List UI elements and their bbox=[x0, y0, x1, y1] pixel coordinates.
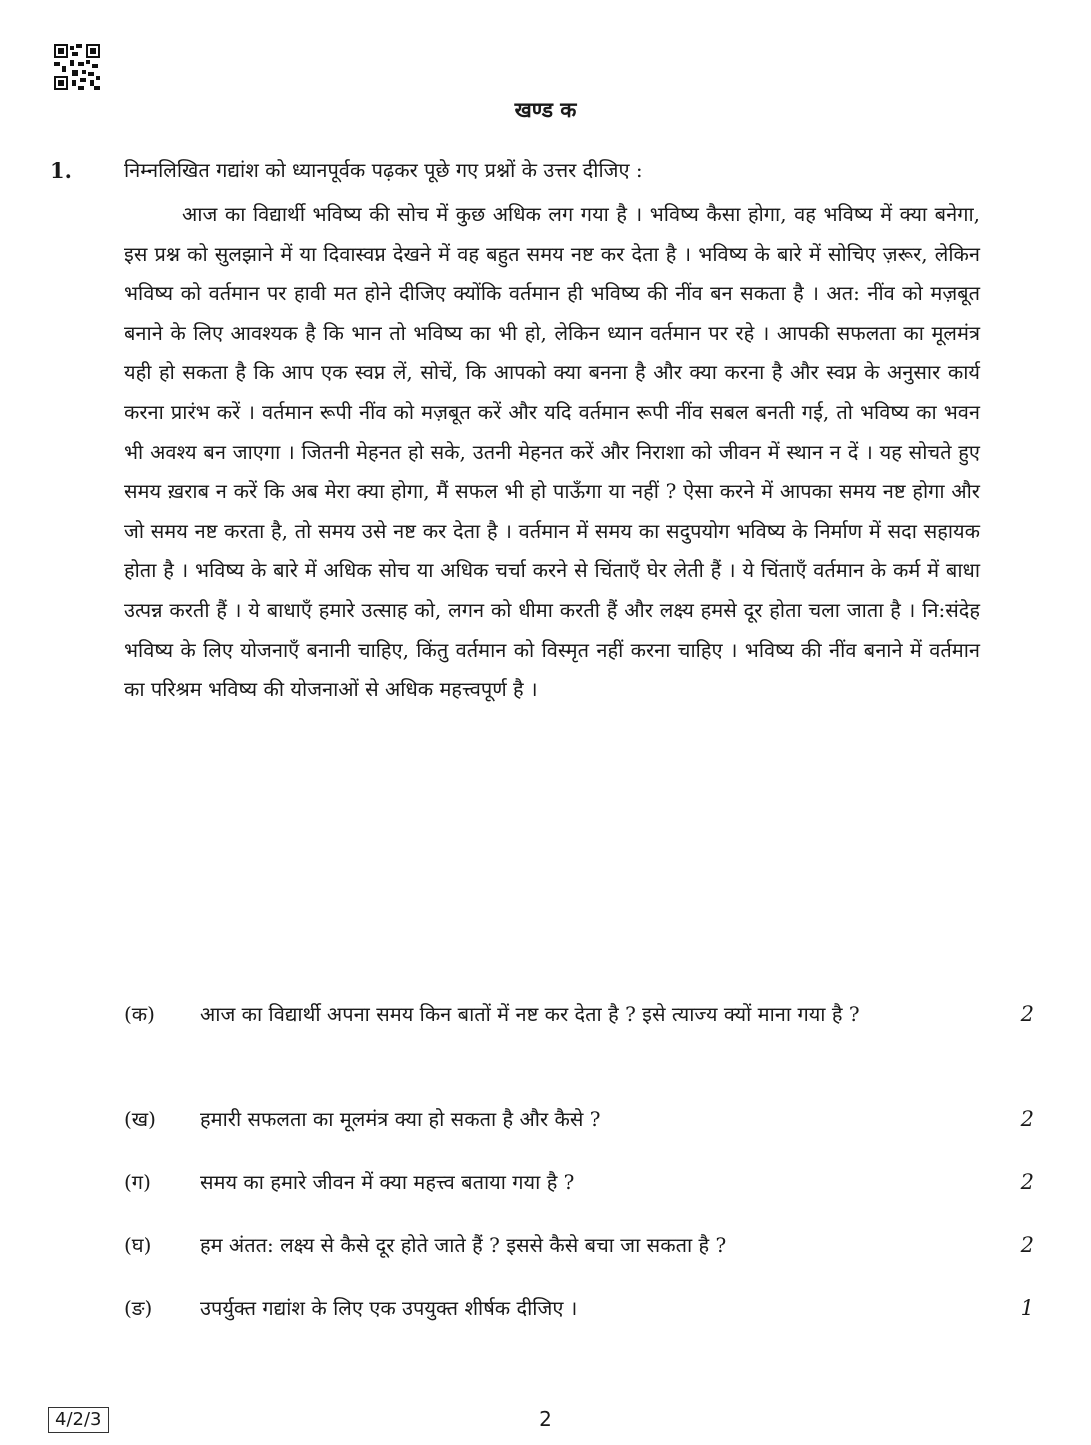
subquestion-marks: 2 bbox=[1020, 1170, 1034, 1194]
subquestion-kha bbox=[124, 1099, 1034, 1139]
page-number: 2 bbox=[539, 1407, 552, 1431]
subquestion-nga bbox=[124, 1288, 1034, 1328]
subquestion-text: हमारी सफलता का मूलमंत्र क्या हो सकता है और कैसे ? bbox=[200, 1107, 601, 1131]
section-title: खण्ड क bbox=[514, 97, 577, 122]
qr-code-icon bbox=[54, 44, 100, 90]
subquestion-text: हम अंतत: लक्ष्य से कैसे दूर होते जाते हैं ? इससे कैसे बचा जा सकता है ? bbox=[200, 1233, 727, 1257]
reading-passage: आज का विद्यार्थी भविष्य की सोच में कुछ अधिक लग गया है । भविष्य कैसा होगा, वह भविष्य में क्या बनेगा, इस प्रश्न को सुलझाने में या दिवास्वप्न देखने में वह बहुत समय नष्ट कर देता है । भविष्य के बारे में सोचिए ज़रूर, लेकिन भविष्य को वर्तमान पर हावी मत होने दीजिए क्योंकि वर्तमान ही भविष्य की नींव बन सकता है । अत: नींव को मज़बूत बनाने के लिए आवश्यक है कि भान तो भविष्य का भी हो, लेकिन ध्यान वर्तमान पर रहे । आपकी सफलता का मूलमंत्र यही हो सकता है कि आप एक स्वप्न लें, सोचें, कि आपको क्या बनना है और क्या करना है और स्वप्न के अनुसार कार्य करना प्रारंभ करें । वर्तमान रूपी नींव को मज़बूत करें और यदि वर्तमान रूपी नींव सबल बनती गई, तो भविष्य का भवन भी अवश्य बन जाएगा । जितनी मेहनत हो सके, उतनी मेहनत करें और निराशा को जीवन में स्थान न दें । यह सोचते हुए समय ख़राब न करें कि अब मेरा क्या होगा, मैं सफल भी हो पाऊँगा या नहीं ? ऐसा करने में आपका समय नष्ट होगा और जो समय नष्ट करता है, तो समय उसे नष्ट कर देता है । वर्तमान में समय का सदुपयोग भविष्य के निर्माण में सदा सहायक होता है । भविष्य के बारे में अधिक सोच या अधिक चर्चा करने से चिंताएँ घेर लेती हैं । ये चिंताएँ वर्तमान के कर्म में बाधा उत्पन्न करती हैं । ये बाधाएँ हमारे उत्साह को, लगन को धीमा करती हैं और लक्ष्य हमसे दूर होता चला जाता है । नि:संदेह भविष्य के लिए योजनाएँ बनानी चाहिए, किंतु वर्तमान को विस्मृत नहीं करना चाहिए । भविष्य की नींव बनाने में वर्तमान का परिश्रम भविष्य की योजनाओं से अधिक महत्त्वपूर्ण है । bbox=[124, 202, 980, 702]
subquestion-marks: 1 bbox=[1020, 1296, 1034, 1320]
subquestion-label: (क) bbox=[124, 1002, 155, 1026]
paper-code: 4/2/3 bbox=[48, 1407, 109, 1433]
subquestion-gha bbox=[124, 1225, 1034, 1265]
subquestion-marks: 2 bbox=[1020, 1107, 1034, 1131]
question-instruction: निम्नलिखित गद्यांश को ध्यानपूर्वक पढ़कर पूछे गए प्रश्नों के उत्तर दीजिए : bbox=[124, 158, 643, 182]
subquestion-label: (ख) bbox=[124, 1107, 156, 1131]
subquestion-label: (ङ) bbox=[124, 1296, 153, 1320]
subquestion-text: आज का विद्यार्थी अपना समय किन बातों में नष्ट कर देता है ? इसे त्याज्य क्यों माना गया है ? bbox=[200, 1002, 860, 1026]
subquestion-text: उपर्युक्त गद्यांश के लिए एक उपयुक्त शीर्षक दीजिए । bbox=[200, 1296, 578, 1320]
subquestion-label: (घ) bbox=[124, 1233, 152, 1257]
subquestion-marks: 2 bbox=[1020, 1002, 1034, 1026]
subquestion-ka bbox=[124, 994, 1034, 1034]
question-number: 1. bbox=[50, 158, 72, 183]
subquestion-ga bbox=[124, 1162, 1034, 1202]
subquestion-text: समय का हमारे जीवन में क्या महत्त्व बताया गया है ? bbox=[200, 1170, 575, 1194]
subquestion-label: (ग) bbox=[124, 1170, 151, 1194]
subquestion-marks: 2 bbox=[1020, 1233, 1034, 1257]
